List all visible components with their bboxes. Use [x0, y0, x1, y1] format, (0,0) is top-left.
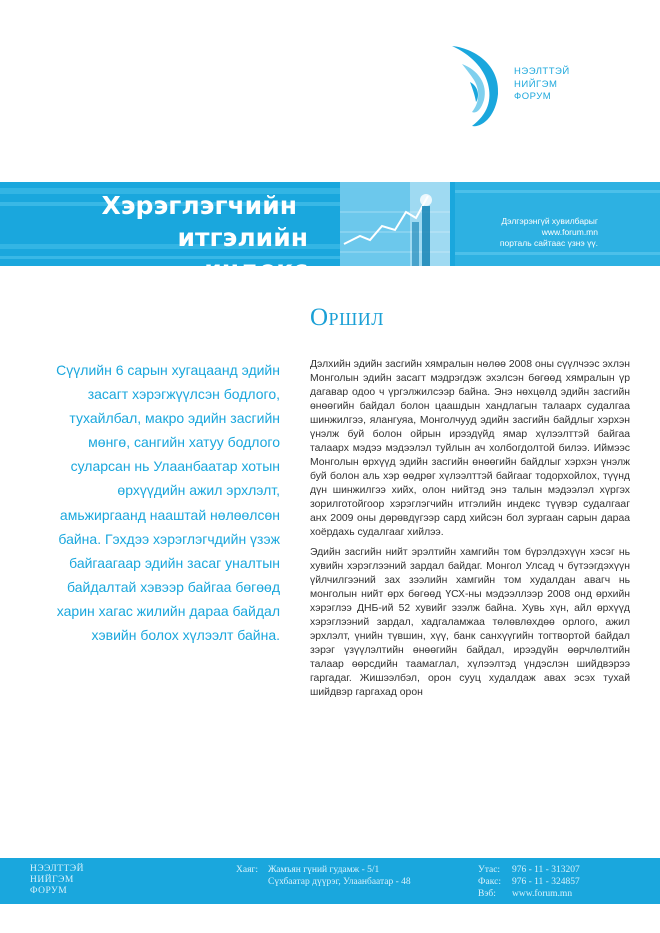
logo-line-1: НЭЭЛТТЭЙ: [514, 66, 570, 77]
address-line-2: Сүхбаатар дүүрэг, Улаанбаатар - 48: [268, 877, 411, 887]
address-line-1: Жамъян гүний гудамж - 5/1: [268, 865, 380, 875]
chart-graphic-icon: [340, 182, 450, 266]
footer-contact: [478, 864, 580, 900]
footer-org-line-3: ФОРУМ: [30, 886, 68, 896]
logo-line-3: ФОРУМ: [514, 91, 552, 102]
footer-org-line-1: НЭЭЛТТЭЙ: [30, 864, 84, 874]
web-link[interactable]: www.forum.mn: [512, 889, 573, 899]
pull-quote: Сүүлийн 6 сарын хугацаанд эдийн засагт хэрэгжүүлсэн бодлого, тухайлбал, макро эдийн засгийн мөнгө, сангийн хатуу бодлого суларсан нь Улаанбаатар хотын өрхүүдийн ажил эрхлэлт, амьжиргаанд нааштай нөлөөлсөн байна. Гэхдээ хэрэглэгчдийн үзэж байгаагаар эдийн засаг уналтын байдалтай хэвээр байгаа бөгөөд харин хагас жилийн дараа байдал хэвийн болох хүлээлт байна.: [56, 362, 280, 644]
logo-line-2: НИЙГЭМ: [514, 78, 558, 90]
footer: [0, 858, 660, 904]
banner-note-link[interactable]: www.forum.mn: [541, 227, 598, 237]
banner-note-line-3: порталь сайтаас үзнэ үү.: [499, 238, 598, 248]
web-label: Вэб:: [478, 889, 496, 899]
fax-value: 976 - 11 - 324857: [512, 877, 580, 887]
body-paragraph-2: Эдийн засгийн нийт эрэлтийн хамгийн том бүрэлдэхүүн хэсэг нь хувийн хэрэглээний зардал байдаг. Монгол Улсад ч бүтээгдэхүүн үйлчилгээний зах зээлийн хамгийн том худалдан авагч нь монголын нийт өрх бөгөөд ҮСХ-ны мэдээллээр 2008 онд өрхийн хэрэглээ ДНБ-ий 52 хувийг эзэлж байна. Хувь хүн, айл өрхүүд хэрэглээний зардал, хадгаламжаа төлөвлөхдөө орлого, ажил эрхлэлт, үнийн түвшин, хүү, банк санхүүгийн тогтвортой байдал зэрэг үзүүлэлтийн өнөөгийн байдал, ирээдүйн өөрчлөлтийн талаар өөрсдийн таамаглал, хүлээлтэд үндэслэн шийдвэрээ гаргадаг. Жишээлбэл, орон сууц худалдаж авах эсэх тухай шийдвэр гаргахад орон: [310, 547, 630, 698]
body-text: [310, 358, 630, 706]
banner-title-line-1: Хэрэглэгчийн: [101, 191, 297, 220]
body-paragraph-1: Дэлхийн эдийн засгийн хямралын нөлөө 2008 оны сүүлчээс эхлэн Монголын эдийн засагт мэдрэгдэж эхэлсэн бөгөөд хямралын үр дагавар одоо ч үргэлжилсээр байна. Энэ нөхцөлд эдийн засгийн өнөөгийн байдал болон цаашдын хандлагын талаарх судалгаа шинжилгээ, ялангуяа, Монголчууд эдийн засгийн байдлыг хэрхэн үнэлж буй болон ойрын ирээдүйд ямар хүлээлттэй байгаа талаарх мэдээ мэдээлэл туйлын ач холбогдолтой билээ. Иймээс Монголын өрхүүд эдийн засгийн өнөөгийн байдлыг хэрхэн үнэлж буй болон аль хэр өөдрөг хүлээлттэй байгааг тодорхойлох, түүнд дүн шинжилгээ хийх, олон нийтэд энэ талын мэдээлэл хүргэх зорилготойгоор хэрэглэгчийн итгэлийн индекс түүвэр судалгааг анх 2009 оны дөрөвдүгээр сард хийсэн бол зургаан сарын дараа хоёрдахь судалгааг хийлээ.: [310, 359, 630, 538]
section-heading: Оршил: [310, 304, 384, 331]
phone-value: 976 - 11 - 313207: [512, 865, 580, 875]
banner-title-line-2: итгэлийн индекс: [177, 223, 308, 284]
footer-org-line-2: НИЙГЭМ: [30, 875, 74, 885]
footer-address: [236, 864, 411, 888]
logo-text: [514, 66, 570, 104]
forum-logo-icon: [448, 42, 508, 132]
footer-org: [30, 864, 84, 897]
banner-note-line-1: Дэлгэрэнгүй хувилбарыг: [501, 216, 598, 226]
address-label: Хаяг:: [236, 865, 258, 875]
phone-label: Утас:: [478, 865, 501, 875]
banner-title: [100, 190, 340, 286]
fax-label: Факс:: [478, 877, 501, 887]
banner-note: [470, 216, 598, 249]
